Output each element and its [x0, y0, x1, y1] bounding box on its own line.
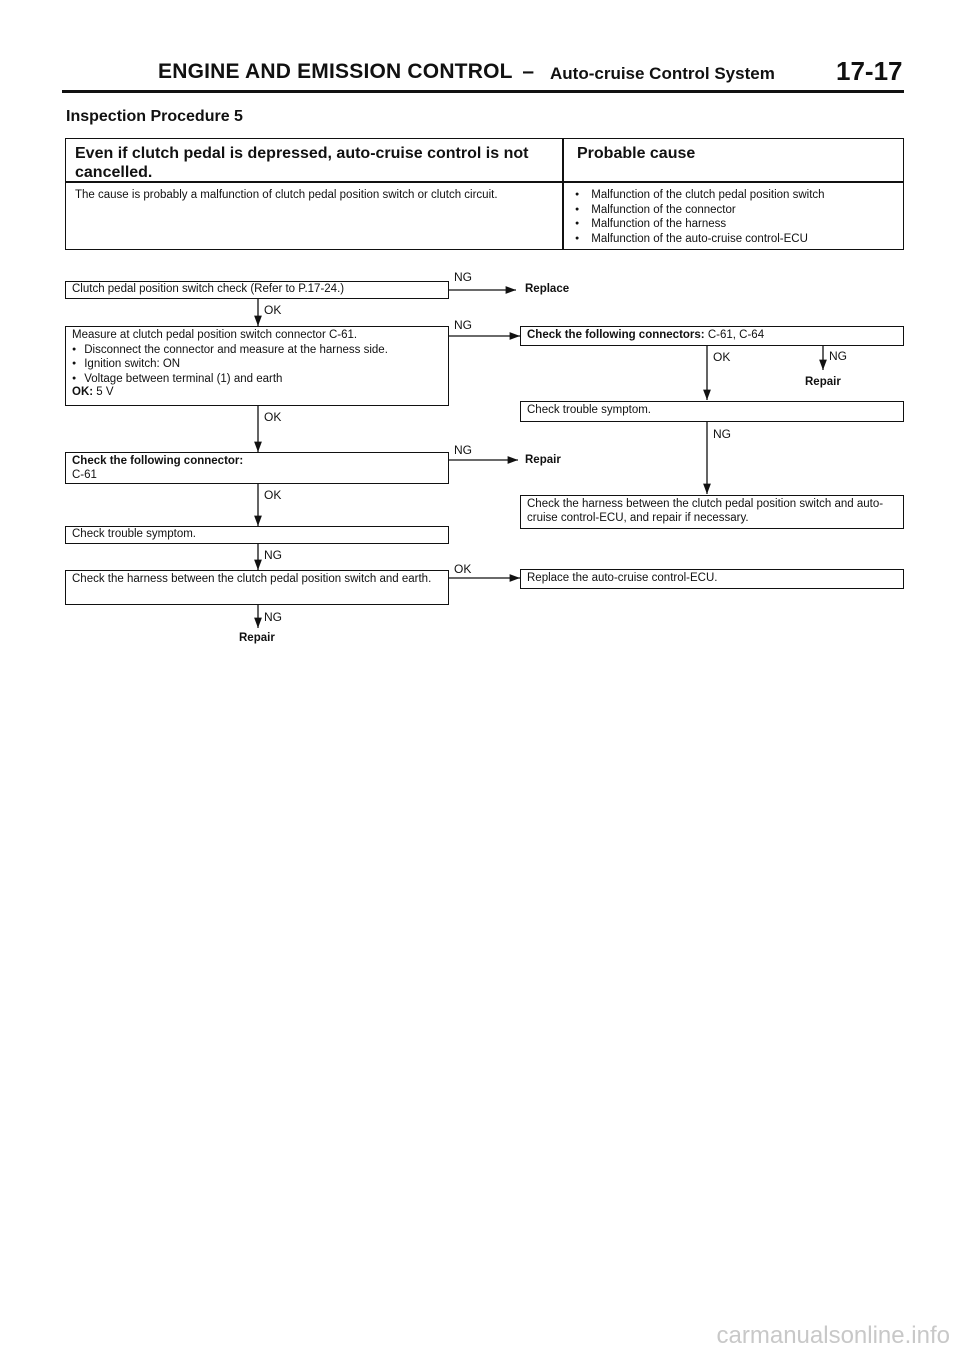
page-number: 17-17 [836, 56, 903, 86]
step-measure-connector: Measure at clutch pedal position switch connector C-61. ● Disconnect the connector and measure at the harness side. ● Ignition switch: ON ● Voltage between terminal (1) and earth OK: 5 V [65, 326, 449, 406]
section-title: ENGINE AND EMISSION CONTROL – [158, 60, 535, 83]
cause-item: ● Malfunction of the clutch pedal position switch [575, 188, 825, 203]
label-ng: NG [264, 610, 282, 624]
label-ok: OK [264, 410, 282, 424]
step-clutch-switch-check: Clutch pedal position switch check (Refer to P.17-24.) [65, 281, 449, 299]
label-ng: NG [454, 318, 472, 332]
cause-description: The cause is probably a malfunction of clutch pedal position switch or clutch circuit. [75, 189, 498, 201]
right-check-harness-ecu: Check the harness between the clutch pedal position switch and auto-cruise control-ECU, and repair if necessary. [520, 495, 904, 529]
label-ok: OK [264, 303, 282, 317]
symptom-text: Even if clutch pedal is depressed, auto-cruise control is not cancelled. [75, 145, 529, 181]
step-check-harness-earth: Check the harness between the clutch pedal position switch and earth. [65, 570, 449, 605]
label-ng: NG [264, 548, 282, 562]
label-ok: OK [454, 562, 472, 576]
label-ng: NG [713, 427, 731, 441]
label-ok: OK [264, 488, 282, 502]
right-check-connectors: Check the following connectors: C-61, C-64 [520, 326, 904, 346]
right-replace-ecu: Replace the auto-cruise control-ECU. [520, 569, 904, 589]
label-replace: Replace [525, 283, 570, 295]
label-repair: Repair [805, 376, 841, 388]
cause-item: ● Malfunction of the connector [575, 203, 825, 218]
label-ng: NG [454, 443, 472, 457]
right-check-trouble-symptom: Check trouble symptom. [520, 401, 904, 422]
label-ng: NG [829, 349, 847, 363]
cause-item: ● Malfunction of the harness [575, 217, 825, 232]
procedure-title: Inspection Procedure 5 [66, 108, 243, 125]
watermark: carmanualsonline.info [716, 1322, 950, 1349]
step-check-connector-c61: Check the following connector: C-61 [65, 452, 449, 484]
label-repair: Repair [239, 632, 275, 644]
step-check-trouble-symptom: Check trouble symptom. [65, 526, 449, 544]
label-repair: Repair [525, 454, 561, 466]
cause-item: ● Malfunction of the auto-cruise control-ECU [575, 232, 825, 247]
label-ok: OK [713, 350, 731, 364]
label-ng: NG [454, 270, 472, 284]
subsection-title: Auto-cruise Control System [550, 64, 775, 83]
probable-cause-header: Probable cause [577, 145, 696, 162]
